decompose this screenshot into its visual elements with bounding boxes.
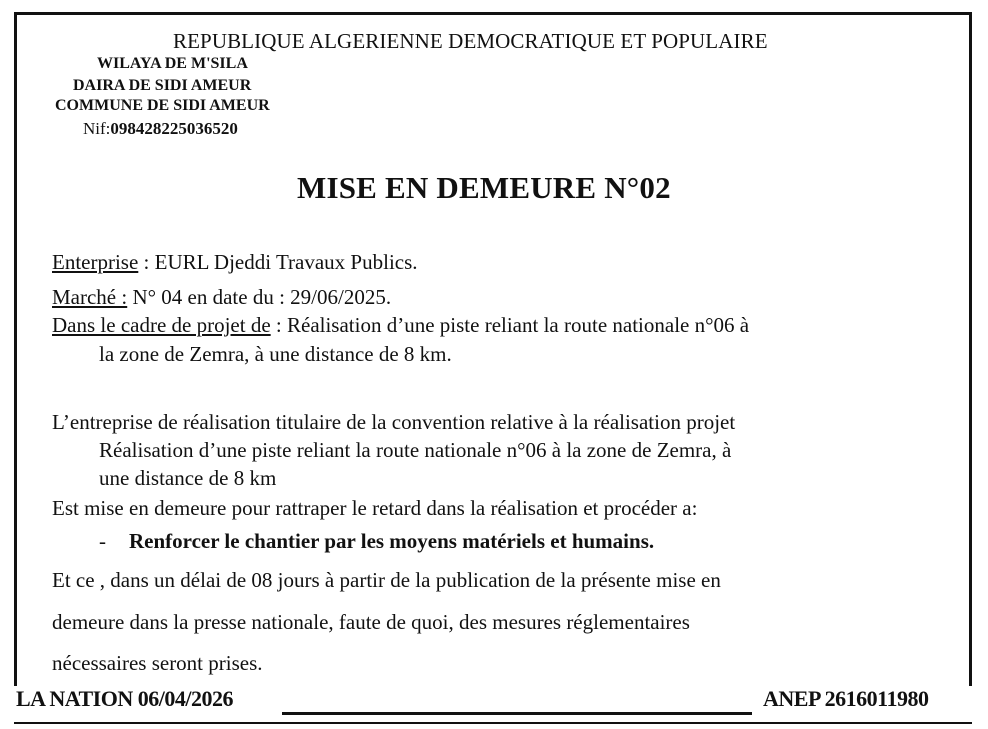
cadre-line: [52, 313, 749, 338]
nif-value: 098428225036520: [110, 119, 238, 138]
bullet-dash: -: [99, 529, 106, 553]
footer-rule: [282, 712, 752, 715]
daira-line: DAIRA DE SIDI AMEUR: [73, 77, 252, 94]
body-paragraph-line-4: Est mise en demeure pour rattraper le retard dans la réalisation et procéder a:: [52, 496, 698, 520]
enterprise-line: [52, 250, 418, 275]
closing-line-3: nécessaires seront prises.: [52, 651, 263, 675]
cadre-value: : Réalisation d’une piste reliant la route nationale n°06 à: [270, 313, 750, 337]
closing-line-2: demeure dans la presse nationale, faute de quoi, des mesures réglementaires: [52, 610, 690, 634]
enterprise-label: Enterprise: [52, 250, 139, 274]
bottom-rule: [14, 722, 972, 724]
document-title: MISE EN DEMEURE N°02: [297, 170, 671, 205]
body-paragraph-line-2: Réalisation d’une piste reliant la route nationale n°06 à la zone de Zemra, à: [99, 438, 732, 462]
bullet-item: [99, 529, 654, 554]
commune-line: COMMUNE DE SIDI AMEUR: [55, 97, 270, 114]
footer-publication: LA NATION 06/04/2026: [16, 686, 233, 711]
marche-line: [52, 285, 391, 310]
cadre-line-continued: la zone de Zemra, à une distance de 8 km.: [99, 342, 452, 366]
bullet-text: Renforcer le chantier par les moyens matériels et humains.: [129, 529, 655, 553]
closing-line-1: Et ce , dans un délai de 08 jours à partir de la publication de la présente mise en: [52, 568, 721, 592]
marche-label: Marché :: [52, 285, 128, 309]
body-paragraph-line-3: une distance de 8 km: [99, 466, 277, 490]
nif-label: Nif:: [83, 119, 111, 138]
cadre-label: Dans le cadre de projet de: [52, 313, 271, 337]
enterprise-value: : EURL Djeddi Travaux Publics.: [138, 250, 418, 274]
marche-value: N° 04 en date du : 29/06/2025.: [127, 285, 392, 309]
body-paragraph-line-1: L’entreprise de réalisation titulaire de la convention relative à la réalisation projet: [52, 410, 736, 434]
footer-anep-reference: ANEP 2616011980: [763, 686, 929, 711]
republic-heading: REPUBLIQUE ALGERIENNE DEMOCRATIQUE ET POPULAIRE: [173, 29, 768, 53]
nif-line: [83, 119, 238, 139]
wilaya-line: WILAYA DE M'SILA: [97, 55, 248, 72]
